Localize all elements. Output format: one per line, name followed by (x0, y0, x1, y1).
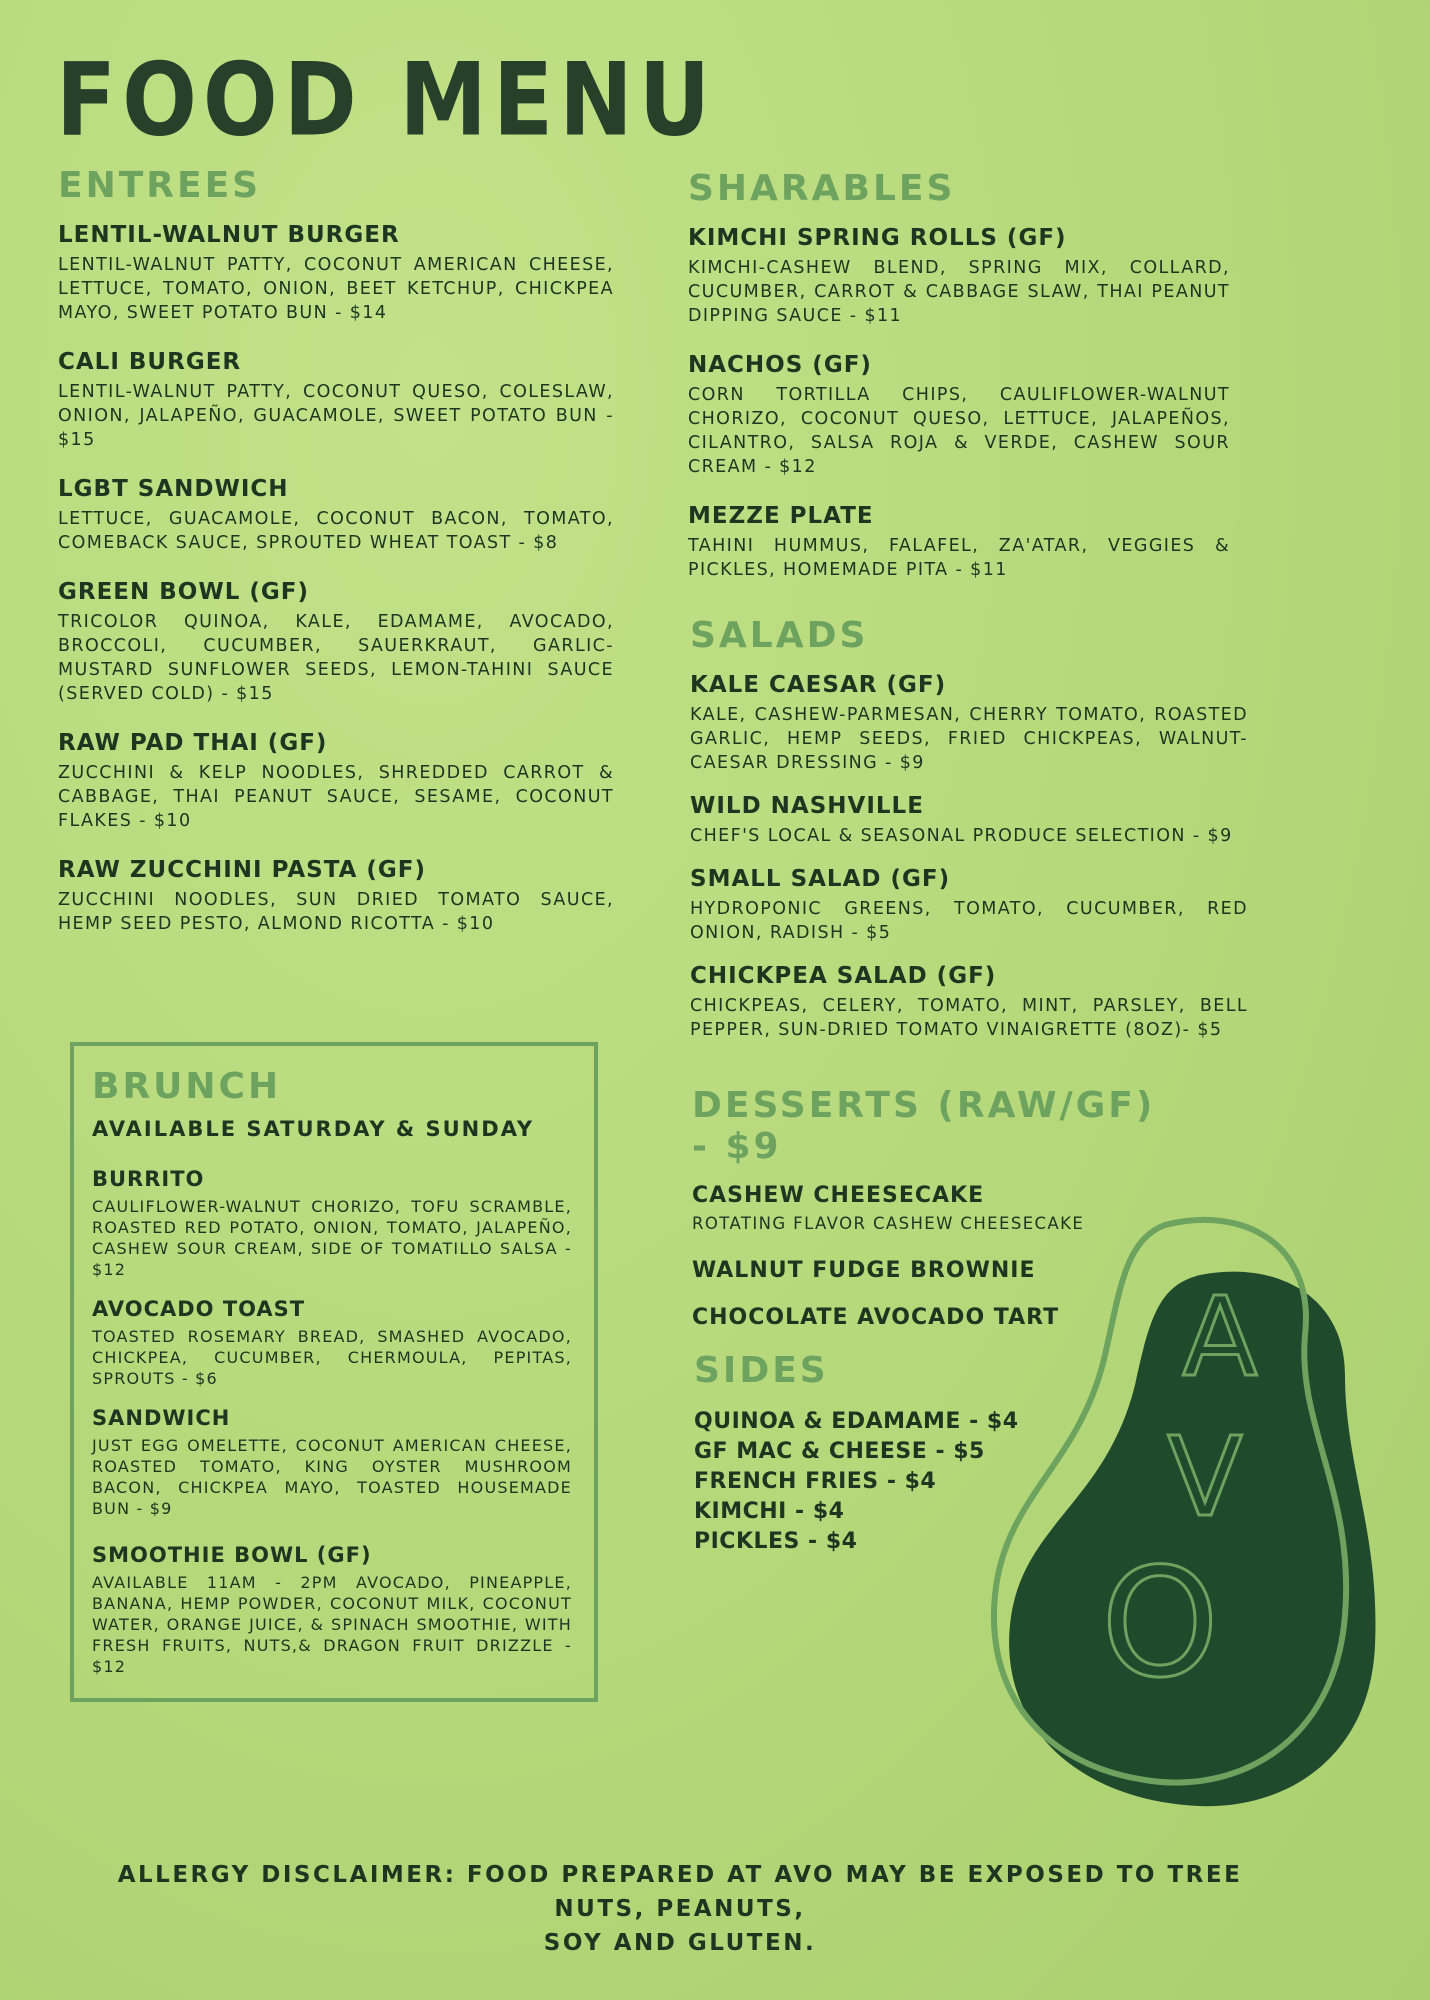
entrees-section (58, 165, 614, 960)
item-description: TRICOLOR QUINOA, KALE, EDAMAME, AVOCADO, BROCCOLI, CUCUMBER, SAUERKRAUT, GARLIC-MUSTARD SUNFLOWER SEEDS, LEMON-TAHINI SAUCE (SERVED COLD) - $15 (58, 612, 614, 704)
menu-item (58, 857, 614, 936)
item-name: KALE CAESAR (GF) (690, 672, 947, 698)
item-name: SMALL SALAD (GF) (690, 866, 951, 892)
item-name: SANDWICH (92, 1406, 231, 1430)
item-name: LENTIL-WALNUT BURGER (58, 222, 400, 248)
item-name: RAW ZUCCHINI PASTA (GF) (58, 857, 427, 883)
logo-letter-o: O (1100, 1537, 1220, 1711)
menu-item (58, 579, 614, 706)
salads-section (690, 615, 1248, 1060)
item-name: WALNUT FUDGE BROWNIE (692, 1258, 1036, 1283)
logo-letter-v: V (1167, 1413, 1243, 1541)
entrees-heading: ENTREES (58, 165, 262, 206)
menu-item (690, 866, 1248, 945)
item-description: ZUCCHINI & KELP NOODLES, SHREDDED CARROT & CABBAGE, THAI PEANUT SAUCE, SESAME, COCONUT FLAKES - $10 (58, 763, 614, 831)
item-name: SMOOTHIE BOWL (GF) (92, 1543, 372, 1567)
item-name: RAW PAD THAI (GF) (58, 730, 328, 756)
item-name: WILD NASHVILLE (690, 793, 924, 819)
salads-heading: SALADS (690, 615, 869, 656)
side-item: GF MAC & CHEESE - $5 (694, 1439, 985, 1464)
item-description: LENTIL-WALNUT PATTY, COCONUT AMERICAN CHEESE, LETTUCE, TOMATO, ONION, BEET KETCHUP, CHICKPEA MAYO, SWEET POTATO BUN - $14 (58, 255, 614, 323)
item-name: BURRITO (92, 1167, 205, 1191)
menu-item (92, 1297, 572, 1389)
disclaimer-line-1: ALLERGY DISCLAIMER: FOOD PREPARED AT AVO MAY BE EXPOSED TO TREE NUTS, PEANUTS, (117, 1862, 1243, 1922)
menu-item (58, 730, 614, 833)
menu-item (690, 672, 1248, 775)
menu-item (690, 793, 1248, 848)
sharables-heading: SHARABLES (688, 168, 956, 209)
item-name: LGBT SANDWICH (58, 476, 289, 502)
side-item: PICKLES - $4 (694, 1529, 858, 1554)
disclaimer-line-2: SOY AND GLUTEN. (543, 1930, 817, 1956)
item-name: NACHOS (GF) (688, 352, 872, 378)
item-description: CHICKPEAS, CELERY, TOMATO, MINT, PARSLEY, BELL PEPPER, SUN-DRIED TOMATO VINAIGRETTE (8OZ)- $5 (690, 996, 1248, 1040)
item-description: LENTIL-WALNUT PATTY, COCONUT QUESO, COLESLAW, ONION, JALAPEÑO, GUACAMOLE, SWEET POTATO BUN - $15 (58, 382, 614, 450)
item-description: ROTATING FLAVOR CASHEW CHEESECAKE (692, 1214, 1085, 1233)
brunch-heading: BRUNCH (92, 1066, 282, 1107)
item-name: MEZZE PLATE (688, 503, 874, 529)
item-name: GREEN BOWL (GF) (58, 579, 309, 605)
item-description: CAULIFLOWER-WALNUT CHORIZO, TOFU SCRAMBLE, ROASTED RED POTATO, ONION, TOMATO, JALAPEÑO, CASHEW SOUR CREAM, SIDE OF TOMATILLO SALSA - $12 (92, 1197, 572, 1279)
brunch-section (70, 1042, 598, 1702)
item-name: CHOCOLATE AVOCADO TART (692, 1305, 1060, 1330)
side-item: QUINOA & EDAMAME - $4 (694, 1409, 1019, 1434)
side-item: FRENCH FRIES - $4 (694, 1469, 937, 1494)
item-name: CHICKPEA SALAD (GF) (690, 963, 997, 989)
sides-heading: SIDES (694, 1350, 829, 1391)
menu-item (92, 1167, 572, 1280)
menu-item (58, 349, 614, 452)
item-description: ZUCCHINI NOODLES, SUN DRIED TOMATO SAUCE, HEMP SEED PESTO, ALMOND RICOTTA - $10 (58, 890, 614, 934)
allergy-disclaimer (90, 1858, 1270, 1960)
menu-item (688, 352, 1230, 479)
item-description: CHEF'S LOCAL & SEASONAL PRODUCE SELECTION - $9 (690, 826, 1233, 846)
desserts-heading: DESSERTS (RAW/GF) - $9 (692, 1085, 1156, 1167)
item-description: TAHINI HUMMUS, FALAFEL, ZA'ATAR, VEGGIES & PICKLES, HOMEMADE PITA - $11 (688, 536, 1230, 580)
item-description: TOASTED ROSEMARY BREAD, SMASHED AVOCADO, CHICKPEA, CUCUMBER, CHERMOULA, PEPITAS, SPROUTS - $6 (92, 1327, 572, 1388)
brunch-availability: AVAILABLE SATURDAY & SUNDAY (92, 1117, 535, 1141)
menu-item (690, 963, 1248, 1042)
menu-item (92, 1543, 572, 1677)
menu-item (58, 222, 614, 325)
menu-item (688, 225, 1230, 328)
sides-section (694, 1350, 1034, 1557)
item-description: CORN TORTILLA CHIPS, CAULIFLOWER-WALNUT CHORIZO, COCONUT QUESO, LETTUCE, JALAPEÑOS, CILANTRO, SALSA ROJA & VERDE, CASHEW SOUR CREAM - $12 (688, 385, 1230, 477)
item-description: KALE, CASHEW-PARMESAN, CHERRY TOMATO, ROASTED GARLIC, HEMP SEEDS, FRIED CHICKPEAS, WALNUT-CAESAR DRESSING - $9 (690, 705, 1248, 773)
side-item: KIMCHI - $4 (694, 1499, 845, 1524)
menu-item (688, 503, 1230, 582)
logo-letter-a: A (1182, 1273, 1258, 1401)
item-description: LETTUCE, GUACAMOLE, COCONUT BACON, TOMATO, COMEBACK SAUCE, SPROUTED WHEAT TOAST - $8 (58, 509, 614, 553)
avo-avocado-logo (985, 1205, 1385, 1825)
menu-title: FOOD MENU (56, 40, 717, 159)
item-name: CALI BURGER (58, 349, 242, 375)
item-description: HYDROPONIC GREENS, TOMATO, CUCUMBER, RED ONION, RADISH - $5 (690, 899, 1248, 943)
item-description: JUST EGG OMELETTE, COCONUT AMERICAN CHEESE, ROASTED TOMATO, KING OYSTER MUSHROOM BACON, CHICKPEA MAYO, TOASTED HOUSEMADE BUN - $9 (92, 1436, 572, 1518)
item-name: AVOCADO TOAST (92, 1297, 306, 1321)
item-description: KIMCHI-CASHEW BLEND, SPRING MIX, COLLARD, CUCUMBER, CARROT & CABBAGE SLAW, THAI PEANUT DIPPING SAUCE - $11 (688, 258, 1230, 326)
menu-item (92, 1406, 572, 1519)
item-name: CASHEW CHEESECAKE (692, 1183, 985, 1208)
item-name: KIMCHI SPRING ROLLS (GF) (688, 225, 1067, 251)
sharables-section (688, 168, 1230, 606)
menu-item (58, 476, 614, 555)
item-description: AVAILABLE 11AM - 2PM AVOCADO, PINEAPPLE, BANANA, HEMP POWDER, COCONUT MILK, COCONUT WATER, ORANGE JUICE, & SPINACH SMOOTHIE, WITH FRESH FRUITS, NUTS,& DRAGON FRUIT DRIZZLE - $12 (92, 1573, 572, 1676)
